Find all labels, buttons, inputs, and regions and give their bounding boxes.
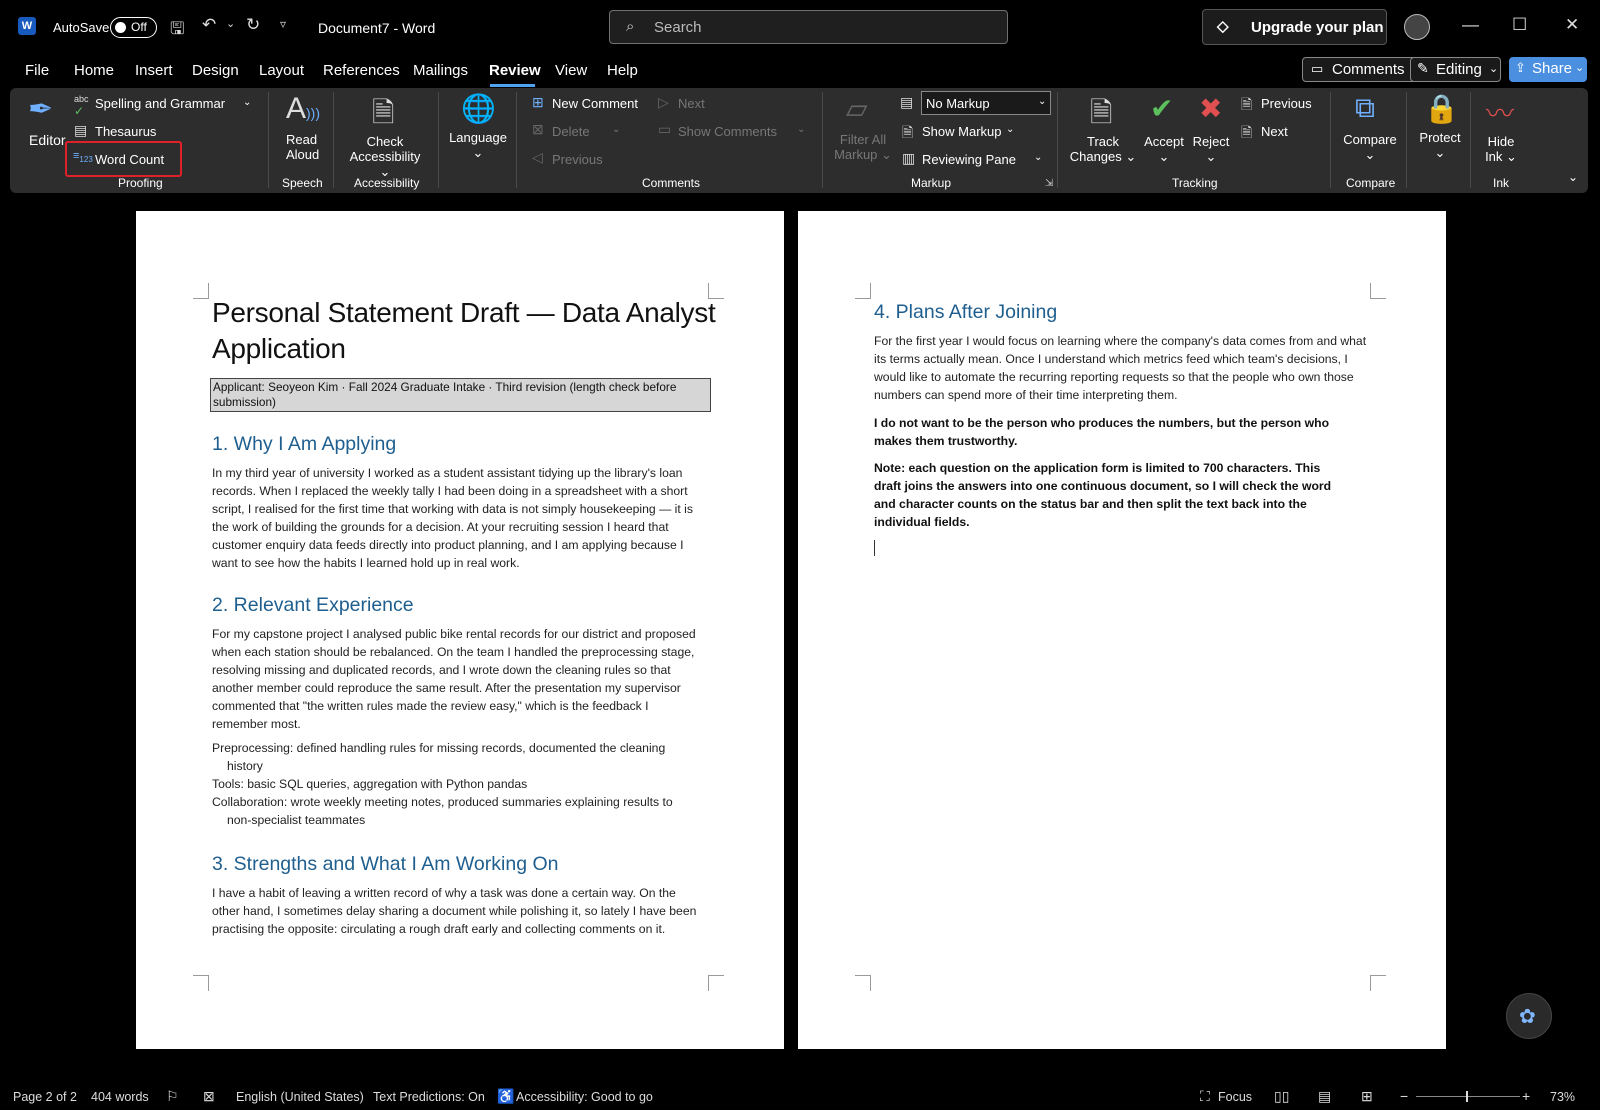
web-layout-icon[interactable]: ⊞ xyxy=(1361,1088,1373,1104)
group-divider xyxy=(822,92,823,188)
list-item: Preprocessing: defined handling rules for missing records, documented the cleaning history xyxy=(212,741,666,773)
delete-comment-icon: ⊠ xyxy=(532,121,544,137)
section-heading-3: 3. Strengths and What I Am Working On xyxy=(212,853,559,875)
track-line1: Track xyxy=(1086,134,1120,149)
group-label-proofing: Proofing xyxy=(118,176,163,190)
zoom-in-icon[interactable]: + xyxy=(1522,1088,1531,1104)
check-accessibility-icon: 🗎 xyxy=(372,97,395,128)
autosave-label: AutoSave xyxy=(53,20,110,35)
hide-ink-button[interactable]: Hide Ink ⌄ xyxy=(1485,134,1517,164)
document-title: Document7 - Word xyxy=(318,20,436,36)
protect-label: Protect xyxy=(1419,130,1461,145)
group-divider xyxy=(516,92,517,188)
protect-icon: 🔒 xyxy=(1424,93,1459,124)
section-heading-4: 4. Plans After Joining xyxy=(874,301,1058,323)
group-label-comments: Comments xyxy=(642,176,701,190)
margin-corner xyxy=(1370,975,1386,991)
active-tab-indicator xyxy=(490,84,535,87)
minimize-icon[interactable]: — xyxy=(1462,15,1479,34)
save-icon[interactable]: 🖫 xyxy=(170,19,185,38)
previous-comment-icon: ◁ xyxy=(532,149,543,165)
search-icon: ⌕ xyxy=(626,18,635,35)
share-button[interactable] xyxy=(1509,57,1587,82)
word-app-icon: W xyxy=(18,17,36,35)
margin-corner xyxy=(193,975,209,991)
reject-icon: ✖ xyxy=(1199,93,1223,124)
focus-icon: ⛶ xyxy=(1200,1088,1210,1104)
group-divider xyxy=(1470,92,1471,188)
accessibility-icon: ♿ xyxy=(497,1088,515,1104)
tab-insert[interactable]: Insert xyxy=(135,62,173,79)
previous-change-button[interactable]: Previous xyxy=(1261,96,1312,111)
word-count-highlight xyxy=(65,141,182,177)
margin-corner xyxy=(855,975,871,991)
reject-label: Reject xyxy=(1192,134,1230,149)
new-comment-button[interactable]: New Comment xyxy=(552,96,638,111)
group-divider xyxy=(1406,92,1407,188)
check-line2: Accessibility xyxy=(349,149,421,164)
show-markup-button[interactable]: Show Markup xyxy=(922,124,1002,139)
comment-icon: ▭ xyxy=(1311,61,1324,76)
autosave-state: Off xyxy=(131,20,147,34)
title-line-1: Personal Statement Draft — Data Analyst xyxy=(212,297,716,328)
editing-button[interactable] xyxy=(1410,57,1501,82)
comments-label: Comments xyxy=(1332,61,1405,78)
section-4-body: For the first year I would focus on learning where the company's data comes from and what its terms actually mean. Once I understand which metrics feed which team's decisions, I would like to automate the recurring reporting requests so that the people who own those numbers can spend more of their time interpreting them. xyxy=(874,334,1367,402)
toggle-knob xyxy=(115,22,126,33)
tab-references[interactable]: References xyxy=(323,62,400,79)
next-change-icon: 🗎 xyxy=(1241,124,1253,140)
margin-corner xyxy=(193,283,209,299)
show-comments-button[interactable]: Show Comments xyxy=(678,124,777,139)
maximize-icon[interactable]: ☐ xyxy=(1512,15,1528,34)
word-count-icon: $\equiv_{123}$ xyxy=(73,150,93,165)
previous-change-icon: 🗎 xyxy=(1241,96,1253,112)
subtitle-box xyxy=(210,378,711,412)
read-aloud-line1: Read xyxy=(286,132,318,147)
group-label-markup: Markup xyxy=(911,176,952,190)
language-icon: 🌐 xyxy=(461,93,496,124)
accept-label: Accept xyxy=(1144,134,1184,149)
chevron-down-icon[interactable]: ⌄ xyxy=(1006,124,1015,135)
group-divider xyxy=(1330,92,1331,188)
print-layout-icon[interactable]: ▤ xyxy=(1318,1088,1332,1104)
chevron-down-icon[interactable]: ⌄ xyxy=(797,124,806,135)
check-line1: Check xyxy=(366,134,404,149)
thesaurus-button[interactable]: Thesaurus xyxy=(95,124,157,139)
dialog-launcher-icon[interactable]: ⇲ xyxy=(1045,178,1054,189)
editor-button[interactable]: Editor xyxy=(29,132,66,148)
word-count-button[interactable]: Word Count xyxy=(95,152,165,167)
protect-button[interactable]: Protect ⌄ xyxy=(1419,130,1461,160)
thesaurus-icon: ▤ xyxy=(74,122,88,138)
group-label-compare: Compare xyxy=(1346,176,1396,190)
focus-button[interactable]: Focus xyxy=(1218,1090,1253,1104)
undo-icon[interactable]: ↶ xyxy=(202,15,217,34)
chevron-down-icon: ⌄ xyxy=(1575,62,1585,74)
list-item: Collaboration: wrote weekly meeting notes, produced summaries explaining results to non-specialist teammates xyxy=(212,795,673,827)
redo-icon[interactable]: ↻ xyxy=(246,15,261,34)
read-aloud-line2: Aloud xyxy=(286,147,320,162)
tab-layout[interactable]: Layout xyxy=(259,62,305,79)
copilot-icon: ✿ xyxy=(1519,1006,1536,1028)
section-4-note: Note: each question on the application form is limited to 700 characters. This draft joins the answers into one continuous document, so I will check the word and character counts on the status bar and then split the text back into the individual fields. xyxy=(874,461,1332,529)
upgrade-button[interactable] xyxy=(1202,9,1387,45)
margin-corner xyxy=(1370,283,1386,299)
close-icon[interactable]: ✕ xyxy=(1565,15,1580,34)
hide-ink-line1: Hide xyxy=(1487,134,1515,149)
share-label: Share xyxy=(1532,60,1573,77)
read-mode-icon[interactable]: ▯▯ xyxy=(1274,1088,1290,1104)
previous-comment-button[interactable]: Previous xyxy=(552,152,603,167)
tab-review[interactable]: Review xyxy=(489,62,541,79)
undo-dropdown-icon[interactable]: ⌄ xyxy=(226,18,236,30)
macro-icon[interactable]: ⊠ xyxy=(203,1088,215,1104)
margin-corner xyxy=(855,283,871,299)
pencil-icon: ✎ xyxy=(1417,60,1429,76)
document-title-heading xyxy=(212,295,732,367)
language-status[interactable]: English (United States) xyxy=(236,1090,364,1104)
reject-button[interactable]: Reject ⌄ xyxy=(1192,134,1230,164)
group-label-speech: Speech xyxy=(282,176,323,190)
diamond-icon: ◇ xyxy=(1217,18,1229,35)
group-divider xyxy=(1057,92,1058,188)
margin-corner xyxy=(708,975,724,991)
section-4-bold-statement: I do not want to be the person who produces the numbers, but the person who makes them trustworthy. xyxy=(874,416,1330,448)
editing-label: Editing xyxy=(1436,61,1482,78)
accept-icon: ✔ xyxy=(1150,93,1174,124)
customize-toolbar-icon[interactable]: ▿ xyxy=(280,17,287,31)
section-1-body: In my third year of university I worked as a student assistant tidying up the library's loan records. When I replaced the weekly tally I had been doing in a spreadsheet with a short script, I realised for the first time that working with data is not simply housekeeping — it is the work of building the grounds for a decision. At your recruiting session I heard that customer enquiry data feeds directly into product planning, and I am applying because I want to see how the habits I learned hold up in real work. xyxy=(212,466,693,570)
tab-view[interactable]: View xyxy=(555,62,588,79)
filter-line1: Filter All xyxy=(839,132,887,147)
upgrade-label: Upgrade your plan xyxy=(1251,19,1384,36)
search-input[interactable]: Search xyxy=(654,19,702,36)
chevron-down-icon: ⌄ xyxy=(1489,63,1499,75)
editor-icon: ✒ xyxy=(28,93,54,126)
hide-ink-line2: Ink xyxy=(1485,149,1503,164)
spelling-icon: abc ✓ xyxy=(74,94,89,118)
title-bar xyxy=(0,0,1600,54)
next-change-button[interactable]: Next xyxy=(1261,124,1288,139)
language-button[interactable]: Language ⌄ xyxy=(449,130,507,160)
track-line2: Changes xyxy=(1069,149,1122,164)
proofing-status-icon[interactable]: ⚐ xyxy=(166,1088,179,1104)
text-predictions-status[interactable]: Text Predictions: On xyxy=(373,1090,485,1104)
comments-button[interactable] xyxy=(1302,57,1427,82)
group-label-ink: Ink xyxy=(1493,176,1510,190)
group-divider xyxy=(333,92,334,188)
filter-line2: Markup xyxy=(834,147,878,162)
zoom-slider-thumb[interactable] xyxy=(1466,1091,1468,1102)
group-divider xyxy=(438,92,439,188)
track-changes-icon: 🗎 xyxy=(1090,97,1113,128)
accessibility-status[interactable]: Accessibility: Good to go xyxy=(516,1090,653,1104)
next-comment-icon: ▷ xyxy=(658,94,669,110)
chevron-down-icon: ⌄ xyxy=(1038,96,1047,107)
section-heading-2: 2. Relevant Experience xyxy=(212,594,414,616)
copilot-button[interactable] xyxy=(1506,993,1552,1039)
show-comments-icon: ▭ xyxy=(658,121,672,137)
page-indicator[interactable]: Page 2 of 2 xyxy=(13,1090,77,1104)
track-changes-button[interactable]: Track Changes ⌄ xyxy=(1069,134,1137,164)
autosave-toggle[interactable] xyxy=(110,17,157,38)
filter-all-markup-button[interactable]: Filter All Markup ⌄ xyxy=(834,132,892,162)
accept-button[interactable]: Accept ⌄ xyxy=(1144,134,1184,164)
section-3-body: I have a habit of leaving a written record of why a task was done a certain way. On the other hand, I sometimes delay sharing a document while polishing it, so lately I have been practising the opposite: circulating a rough draft early and collecting comments on it. xyxy=(212,886,697,936)
list-item: Tools: basic SQL queries, aggregation with Python pandas xyxy=(212,777,528,791)
chevron-down-icon[interactable]: ⌄ xyxy=(243,97,252,108)
delete-comment-button[interactable]: Delete xyxy=(552,124,590,139)
check-accessibility-button[interactable]: Check Accessibility ⌄ xyxy=(349,134,421,179)
compare-button[interactable]: Compare ⌄ xyxy=(1343,132,1397,162)
section-2-body: For my capstone project I analysed public bike rental records for our district and proposed when each station should be rebalanced. On the team I handled the preprocessing stage, resolving missing and duplicated records, and I wrote down the cleaning rules so that another member could reproduce the same result. After the presentation my supervisor commented that "the written rules made the review easy," which is the feedback I remember most. xyxy=(212,627,696,731)
next-comment-button[interactable]: Next xyxy=(678,96,705,111)
section-heading-1: 1. Why I Am Applying xyxy=(212,433,397,455)
word-count-status[interactable]: 404 words xyxy=(91,1090,149,1104)
markup-dropdown[interactable] xyxy=(921,91,1051,115)
group-label-tracking: Tracking xyxy=(1172,176,1218,190)
tab-mailings[interactable]: Mailings xyxy=(413,62,469,79)
markup-dropdown-value: No Markup xyxy=(926,96,990,111)
subtitle-text: Applicant: Seoyeon Kim · Fall 2024 Graduate Intake · Third revision (length check before submission) xyxy=(213,380,677,409)
avatar[interactable] xyxy=(1404,14,1430,40)
chevron-down-icon[interactable]: ⌄ xyxy=(612,124,621,135)
compare-icon: ⧉ xyxy=(1355,92,1375,123)
collapse-ribbon-icon[interactable]: ⌄ xyxy=(1568,170,1579,184)
text-cursor xyxy=(874,540,875,556)
compare-label: Compare xyxy=(1343,132,1397,147)
display-for-review-icon: ▤ xyxy=(900,94,914,110)
hide-ink-icon: 〰 xyxy=(1486,98,1515,129)
language-label: Language xyxy=(449,130,507,145)
group-label-accessibility: Accessibility xyxy=(354,176,420,190)
reviewing-pane-icon: ▥ xyxy=(902,150,916,166)
tab-home[interactable]: Home xyxy=(74,62,115,79)
zoom-slider[interactable] xyxy=(1416,1096,1520,1097)
group-divider xyxy=(268,92,269,188)
show-markup-icon: 🗎 xyxy=(902,124,914,140)
status-bar xyxy=(0,1084,1600,1110)
spelling-grammar-button[interactable]: Spelling and Grammar xyxy=(95,96,226,111)
search-box[interactable] xyxy=(609,10,1008,44)
chevron-down-icon[interactable]: ⌄ xyxy=(1034,152,1043,163)
tab-design[interactable]: Design xyxy=(192,62,239,79)
tab-help[interactable]: Help xyxy=(607,62,638,79)
document-page-2[interactable] xyxy=(798,211,1446,1049)
document-page-1[interactable] xyxy=(136,211,784,1049)
read-aloud-button[interactable] xyxy=(286,132,320,162)
new-comment-icon: ⊞ xyxy=(532,94,544,110)
zoom-out-icon[interactable]: − xyxy=(1400,1088,1409,1104)
zoom-level[interactable]: 73% xyxy=(1550,1090,1576,1104)
share-icon: ⇪ xyxy=(1515,60,1526,75)
title-line-2: Application xyxy=(212,333,346,364)
tab-file[interactable]: File xyxy=(25,62,50,79)
filter-markup-icon: ▱ xyxy=(846,93,868,124)
read-aloud-icon: A))) xyxy=(286,92,321,125)
reviewing-pane-button[interactable]: Reviewing Pane xyxy=(922,152,1016,167)
